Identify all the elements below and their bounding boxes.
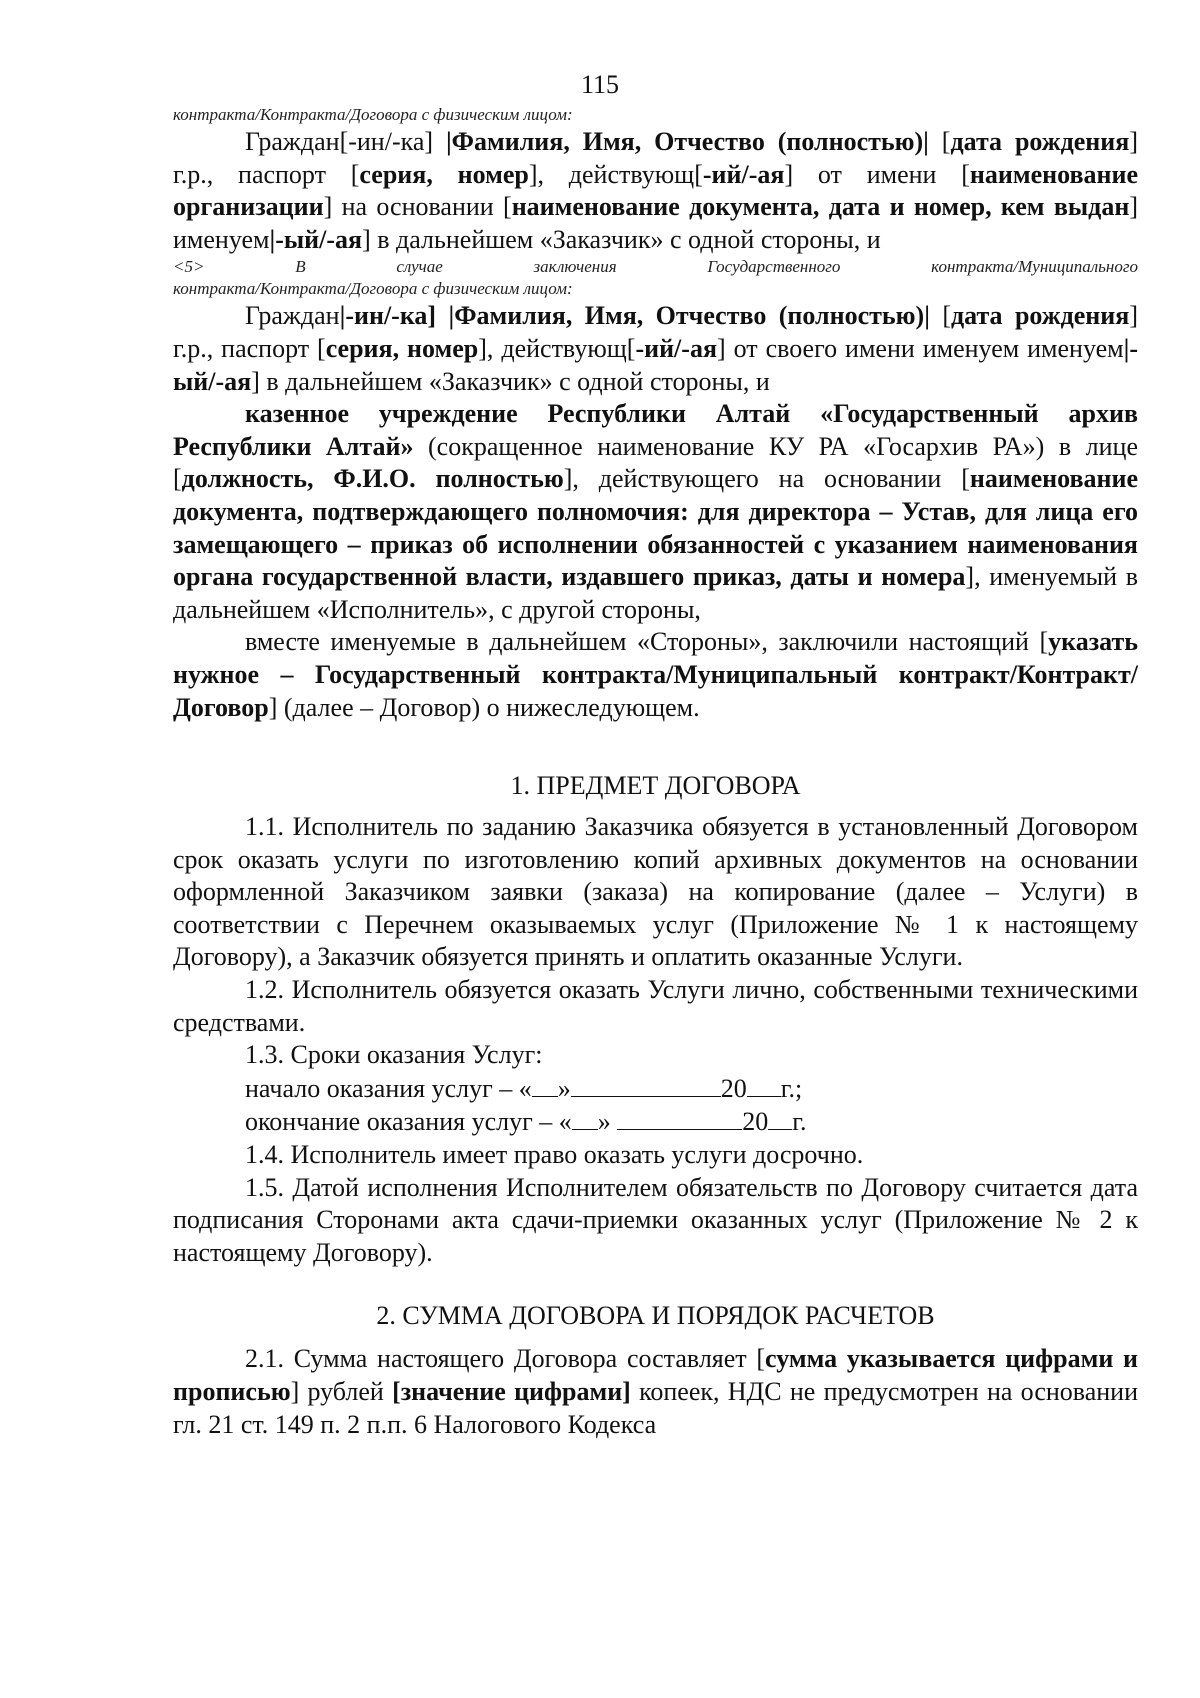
party-customer-individual-paragraph [173, 300, 1138, 398]
text-run: ] рублей [290, 1377, 393, 1406]
text-run: ], действующего на основании [ [563, 464, 970, 494]
text-run: ] г.р., паспорт [ [173, 127, 1138, 189]
text-run: ], действующ[ [478, 333, 636, 363]
clause-1-3: 1.3. Сроки оказания Услуг: [245, 1040, 543, 1070]
text-run: » [557, 1073, 571, 1103]
footnote-text: контракта/Контракта/Договора с физическим лицом: [173, 105, 573, 124]
placeholder-suffix: |-ый/-ая [173, 333, 1138, 396]
placeholder-birth-date: дата рождения [950, 301, 1130, 331]
text-run: вместе именуемые в дальнейшем «Стороны», заключили настоящий [ [245, 627, 1049, 657]
clause-1-5: 1.5. Датой исполнения Исполнителем обязательств по Договору считается дата подписания Сторонами акта сдачи-приемки оказанных услуг (Приложение № 2 к настоящему Договору). [173, 1172, 1138, 1267]
text-run: ] от своего имени именуем именуем [717, 333, 1124, 363]
text-run: 20 [720, 1073, 747, 1103]
placeholder-birth-date: дата рождения [950, 127, 1130, 156]
text-run: [ [928, 127, 951, 156]
placeholder-suffix: -ий/-ая [702, 159, 785, 189]
party-customer-paragraph [173, 126, 1138, 256]
text-run: ] в дальнейшем «Заказчик» с одной стороны, и [251, 366, 770, 396]
month-blank [617, 1105, 742, 1130]
text-run: ] от имени [ [784, 159, 970, 189]
placeholder-suffix: -ий/-ая [635, 333, 718, 363]
placeholder-document: наименование документа, дата и номер, кем выдан [511, 192, 1130, 222]
text-run: окончание оказания услуг – « [245, 1107, 572, 1137]
section-heading: 2. СУММА ДОГОВОРА И ПОРЯДОК РАСЧЕТОВ [376, 1301, 935, 1331]
text-run: ] г.р., паспорт [ [173, 301, 1139, 363]
party-contractor-paragraph [173, 398, 1138, 626]
placeholder-contract-type: указать нужное – Государственный контракта/Муниципальный контракт/Контракт/Договор [173, 627, 1138, 722]
clause-1-1: 1.1. Исполнитель по заданию Заказчика обязуется в установленный Договором срок оказать услуги по изготовлению копий архивных документов на основании оформленной Заказчиком заявки (заказа) на копирование (далее – Услуги) в соответствии с Перечнем оказываемых услуг (Приложение № 1 к настоящему Договору), а Заказчик обязуется принять и оплатить оказанные Услуги. [173, 812, 1138, 972]
text-run: ] именуем [173, 192, 1138, 254]
parties-agreement-paragraph [173, 626, 1138, 724]
text-run: 20 [742, 1107, 769, 1137]
text-run: Граждан [245, 301, 340, 331]
placeholder-passport: серия, номер [325, 333, 479, 363]
clause-1-4: 1.4. Исполнитель имеет право оказать услуги досрочно. [245, 1140, 864, 1170]
text-run: ] (далее – Договор) о нижеследующем. [268, 692, 700, 722]
section-heading: 1. ПРЕДМЕТ ДОГОВОРА [510, 771, 801, 801]
text-run: ], действующ[ [528, 159, 703, 189]
footnote-text: контракта/Контракта/Договора с физическим лицом: [173, 279, 573, 299]
text-run: начало оказания услуг – « [245, 1073, 532, 1103]
text-run [436, 301, 448, 330]
day-blank [572, 1105, 598, 1130]
month-blank [571, 1072, 721, 1097]
text-run: ] в дальнейшем «Заказчик» с одной стороны, и [362, 224, 881, 254]
placeholder-amount: сумма указывается цифрами и прописью [173, 1344, 1138, 1406]
document-body [173, 104, 1138, 1441]
text-run: ], именуемый в дальнейшем «Исполнитель», с другой стороны, [173, 562, 1138, 624]
placeholder-authority-document: наименование документа, подтверждающего полномочия: для директора – Устав, для лица его замещающего – приказ об исполнении обязанностей с указанием наименования органа государственной власти, издавшего приказ, даты и номера [173, 464, 1139, 592]
text-run: ] на основании [ [323, 192, 512, 222]
placeholder-kopecks: [значение цифрами] [392, 1377, 631, 1406]
contractor-name: казенное учреждение Республики Алтай «Государственный архив Республики Алтай» [173, 399, 1138, 461]
service-start-line [173, 1072, 1138, 1106]
text-run: Граждан[-ин/-ка] [245, 127, 446, 156]
text-run: (сокращенное наименование КУ РА «Госархив РА») в лице [ [173, 431, 1138, 494]
text-run: 2.1. Сумма настоящего Договора составляет [ [245, 1344, 766, 1374]
year-blank [768, 1105, 792, 1130]
clause-1-2: 1.2. Исполнитель обязуется оказать Услуги лично, собственными техническими средствами. [173, 975, 1138, 1037]
placeholder-position-name: должность, Ф.И.О. полностью [181, 464, 564, 494]
placeholder-organization: наименование организации [173, 159, 1138, 222]
text-run: » [597, 1107, 618, 1137]
day-blank [532, 1072, 558, 1097]
text-run: г. [792, 1107, 807, 1137]
placeholder-suffix: |-ый/-ая [269, 224, 363, 254]
year-blank [747, 1072, 781, 1097]
placeholder-passport: серия, номер [359, 159, 529, 189]
clause-2-1 [173, 1343, 1138, 1441]
service-end-line [173, 1105, 1138, 1139]
text-run: копеек, НДС не предусмотрен на основании гл. 21 ст. 149 п. 2 п.п. 6 Налогового Кодекса [173, 1377, 1138, 1439]
text-run: [ [929, 301, 951, 331]
placeholder-suffix: |-ин/-ка] [339, 301, 437, 331]
text-run: г.; [780, 1073, 803, 1103]
page-number: 115 [580, 70, 620, 99]
footnote-text: <5> В случае заключения Государственного контракта/Муниципального [173, 257, 1138, 277]
placeholder-full-name: |Фамилия, Имя, Отчество (полностью)| [445, 127, 929, 156]
placeholder-full-name: |Фамилия, Имя, Отчество (полностью)| [448, 301, 930, 331]
